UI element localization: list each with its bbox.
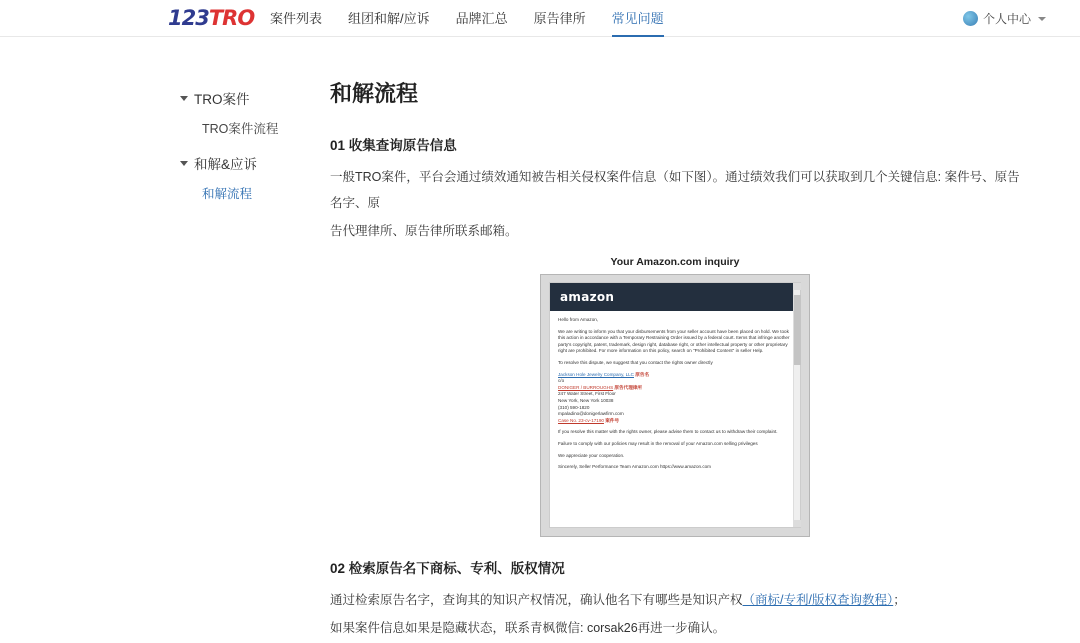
sidebar-item-settlement-process[interactable]: 和解流程 xyxy=(202,187,253,201)
sidebar-item-tro-process[interactable]: TRO案件流程 xyxy=(202,122,279,136)
page-title: 和解流程 xyxy=(330,81,419,106)
nav-item-faq[interactable]: 常见问题 xyxy=(612,0,664,37)
section-heading-02: 02 检索原告名下商标、专利、版权情况 xyxy=(330,561,565,576)
email-paragraph-1: We are writing to inform you that your disbursements from your seller account have been placed on hold. We took this action in accordance with a Temporary Restraining Order issued by a federal court. Items that infringe another party's copyright, patent, trademark, design right, database right, or other intellectual property or other proprietary right are prohibited. For more information on this policy, search on "Prohibited Content" in seller Help. xyxy=(558,328,790,354)
section-heading-01: 01 收集查询原告信息 xyxy=(330,138,457,153)
main-content xyxy=(330,37,1080,643)
section-paragraph-01-line2: 告代理律所、原告律所联系邮箱。 xyxy=(330,224,518,238)
email-caption: Your Amazon.com inquiry xyxy=(610,256,740,268)
email-phone: (310) 590-1820 xyxy=(558,404,590,410)
email-screenshot xyxy=(540,274,810,537)
email-contact-email: mpaladino@donigerlawfirm.com xyxy=(558,411,624,417)
chevron-down-icon xyxy=(180,96,188,101)
email-case-number: Case No. 23-cv-17190 xyxy=(558,417,604,423)
email-paragraph-5: We appreciate your cooperation. xyxy=(558,452,625,458)
site-logo[interactable] xyxy=(168,6,254,30)
page-body xyxy=(0,37,1080,643)
section-paragraph-02-line2: 如果案件信息如果是隐藏状态，联系青枫微信: corsak26再进一步确认。 xyxy=(330,621,726,635)
sidebar xyxy=(0,37,330,643)
sidebar-group-header-tro[interactable] xyxy=(180,82,330,114)
email-paragraph-2: To resolve this dispute, we suggest that you contact the rights owner directly xyxy=(558,359,713,365)
main-nav xyxy=(270,0,664,37)
scroll-up-icon[interactable] xyxy=(794,283,801,290)
email-greeting: Hello from Amazon, xyxy=(558,317,599,322)
scroll-down-icon[interactable] xyxy=(794,520,801,527)
email-paragraph-3: If you resolve this matter with the rights owner, please advise them to contact us to withdraw their complaint. xyxy=(558,429,778,435)
email-screenshot-block xyxy=(330,256,1020,537)
paragraph-02-post: ； xyxy=(893,593,906,607)
sidebar-group-tro xyxy=(180,82,330,142)
sidebar-group-label: 和解&应诉 xyxy=(194,157,258,172)
email-paragraph-6: Sincerely, Seller Performance Team Amazon.com https://www.amazon.com xyxy=(558,464,712,470)
logo-text-secondary: TRO xyxy=(208,6,255,30)
sidebar-group-label: TRO案件 xyxy=(194,92,250,107)
section-paragraph-02-line1 xyxy=(330,587,1020,613)
scrollbar-thumb[interactable] xyxy=(794,295,801,365)
email-body xyxy=(550,311,800,482)
annotation-firm-name: 原告代理律所 xyxy=(614,384,642,390)
user-menu-label: 个人中心 xyxy=(982,12,1031,26)
email-plaintiff-name: Jackson Hole Jewelry Company, LLC xyxy=(558,371,634,377)
email-paragraph-4: Failure to comply with our policies may result in the removal of your Amazon.com selling privileges xyxy=(558,440,758,446)
email-cc: c/o xyxy=(558,378,565,384)
user-menu[interactable] xyxy=(963,0,1046,37)
email-scrollbar[interactable] xyxy=(793,283,800,527)
annotation-plaintiff-name: 原告名 xyxy=(635,371,650,377)
email-address-line2: New York, New York 10038 xyxy=(558,397,614,403)
section-paragraph-01-line1: 一般TRO案件，平台会通过绩效通知被告相关侵权案件信息（如下图）。通过绩效我们可以获取到几个关键信息: 案件号、原告名字、原 xyxy=(330,170,1020,210)
paragraph-02-pre: 通过检索原告名字，查询其的知识产权情况，确认他名下有哪些是知识产权 xyxy=(330,593,743,607)
email-window xyxy=(549,282,801,528)
chevron-down-icon xyxy=(180,161,188,166)
top-header xyxy=(0,0,1080,37)
logo-text-primary: 123 xyxy=(168,6,209,30)
nav-item-brand-summary[interactable]: 品牌汇总 xyxy=(455,11,508,26)
nav-item-group-settlement[interactable]: 组团和解/应诉 xyxy=(348,11,430,26)
email-address-line1: 247 Water Street, First Floor xyxy=(558,391,616,397)
nav-item-case-list[interactable]: 案件列表 xyxy=(270,11,323,26)
email-header-bar xyxy=(550,283,800,311)
sidebar-group-settlement xyxy=(180,147,330,207)
nav-item-plaintiff-firms[interactable]: 原告律所 xyxy=(533,11,586,26)
annotation-case-number: 案件号 xyxy=(605,417,620,423)
email-firm-name: DONIGER / BURROUGHS xyxy=(558,384,614,390)
amazon-logo: amazon xyxy=(560,290,615,304)
chevron-down-icon xyxy=(1038,17,1046,21)
ip-search-tutorial-link[interactable]: （商标/专利/版权查询教程） xyxy=(742,593,894,607)
avatar xyxy=(963,11,978,26)
sidebar-group-header-settlement[interactable] xyxy=(180,147,330,179)
